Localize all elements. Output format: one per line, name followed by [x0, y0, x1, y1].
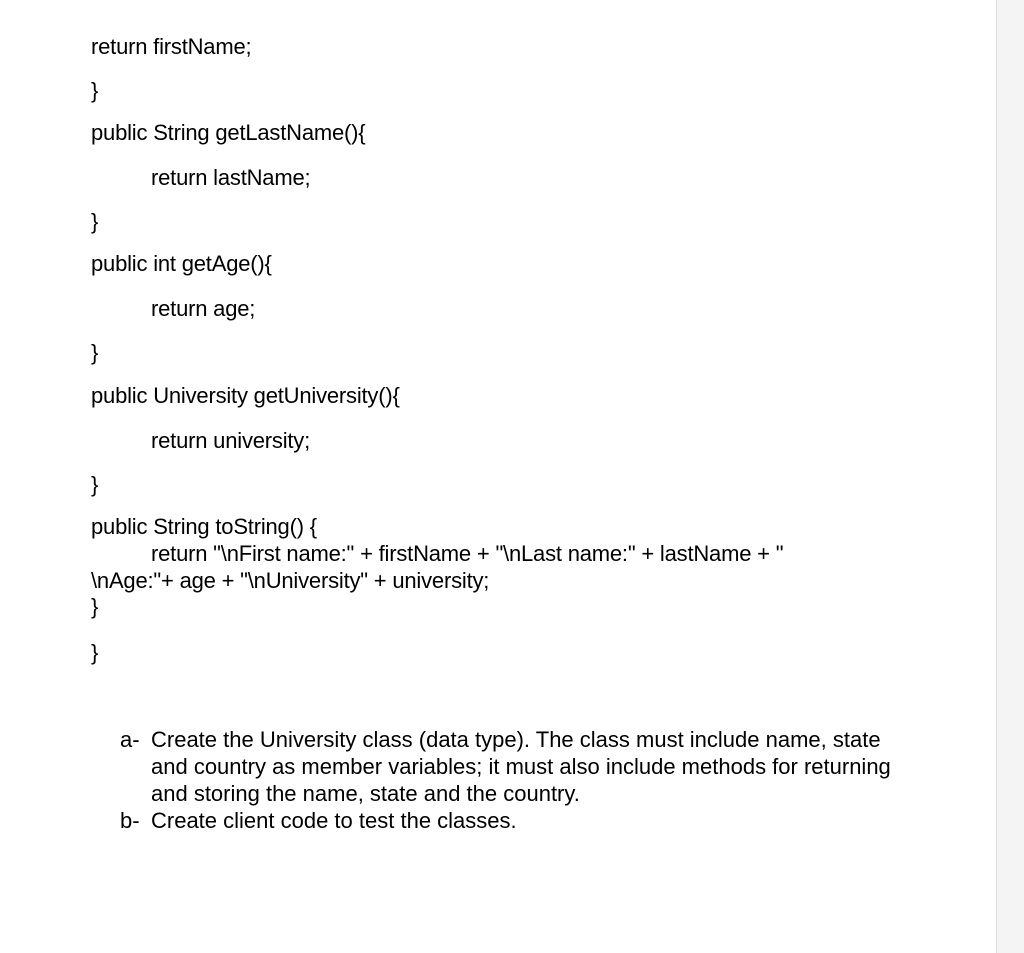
code-line: return firstName; — [91, 34, 252, 59]
list-marker: b- — [120, 808, 140, 833]
task-list — [120, 726, 920, 834]
code-line: public String getLastName(){ — [91, 120, 366, 145]
code-line: public int getAge(){ — [91, 251, 272, 276]
code-line: public University getUniversity(){ — [91, 383, 400, 408]
code-line: } — [91, 209, 99, 234]
code-line: \nAge:"+ age + "\nUniversity" + university; — [91, 568, 490, 593]
code-line: return age; — [151, 296, 256, 321]
list-item — [120, 807, 920, 834]
code-line: } — [91, 594, 99, 619]
code-line: } — [91, 640, 99, 665]
code-line: } — [91, 78, 99, 103]
list-item-text: Create the University class (data type). The class must include name, state and country as member variables; it must also include methods for returning and storing the name, state and the country. — [151, 727, 891, 806]
code-line: } — [91, 472, 99, 497]
scrollbar[interactable] — [996, 0, 1024, 953]
list-item-text: Create client code to test the classes. — [151, 808, 517, 833]
list-marker: a- — [120, 727, 140, 752]
list-item — [120, 726, 920, 807]
code-line: return lastName; — [151, 165, 311, 190]
code-line: public String toString() { — [91, 514, 317, 539]
code-line: } — [91, 340, 99, 365]
code-line: return "\nFirst name:" + firstName + "\nLast name:" + lastName + " — [151, 541, 784, 566]
code-line: return university; — [151, 428, 311, 453]
